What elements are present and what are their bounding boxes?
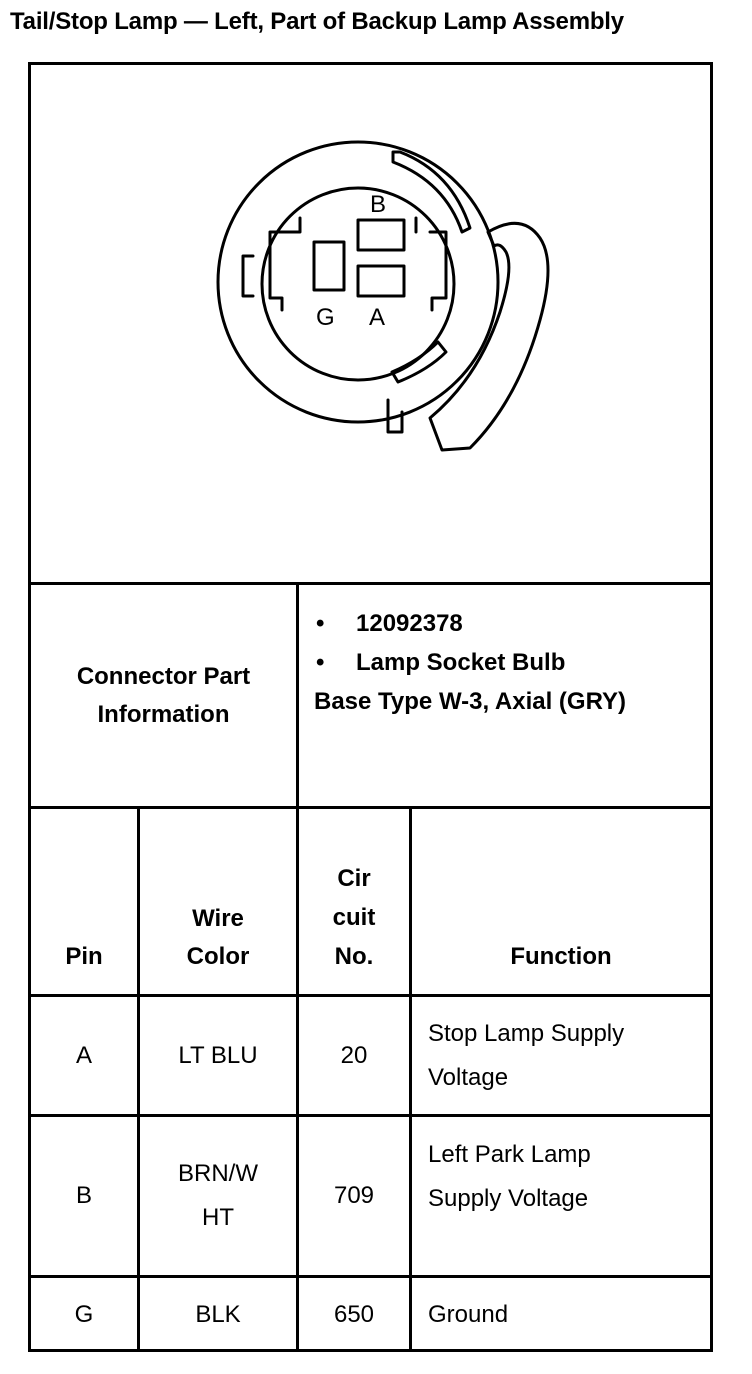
info-item: • Lamp Socket Bulb — [316, 649, 566, 676]
pin-label-g: G — [316, 304, 335, 331]
connector-info-label: Connector Part Information — [76, 662, 251, 728]
table-row-b-circuit: 709 — [333, 1182, 375, 1209]
header-wire-color: Wire Color — [186, 905, 250, 970]
table-row-g-circuit: 650 — [333, 1301, 375, 1328]
locking-tab-bottom — [392, 342, 446, 382]
header-circuit-no: Cir cuit No. — [332, 865, 376, 970]
table-row-a-wire-color: LT BLU — [178, 1041, 258, 1069]
info-continuation: Base Type W-3, Axial (GRY) — [314, 688, 627, 715]
info-item: • 12092378 — [316, 610, 463, 637]
terminal-a — [358, 266, 404, 296]
pin-label-b: B — [370, 191, 387, 218]
pin-label-a: A — [369, 304, 386, 331]
table-row-b-function: Left Park Lamp Supply Voltage — [428, 1141, 591, 1212]
table-row-g-pin: G — [74, 1301, 94, 1328]
page-title: Tail/Stop Lamp — Left, Part of Backup Lamp Assembly — [10, 8, 624, 35]
table-row-g-wire-color: BLK — [195, 1301, 241, 1328]
header-pin: Pin — [65, 943, 103, 970]
table-row-a-pin: A — [75, 1041, 92, 1069]
header-function: Function — [510, 943, 612, 970]
terminal-g — [314, 242, 344, 290]
table-row-b-wire-color: BRN/W HT — [178, 1160, 258, 1231]
table-row-b-pin: B — [75, 1182, 92, 1209]
connector-info-details — [314, 604, 626, 721]
table-row-a-function: Stop Lamp Supply Voltage — [428, 1019, 625, 1091]
connector-info-label-cell — [31, 585, 296, 806]
side-notch-left — [243, 256, 253, 296]
retaining-lever — [430, 223, 548, 450]
table-row-g-function: Ground — [428, 1301, 509, 1328]
terminal-b — [358, 220, 404, 250]
table-row-a-circuit: 20 — [340, 1041, 368, 1069]
